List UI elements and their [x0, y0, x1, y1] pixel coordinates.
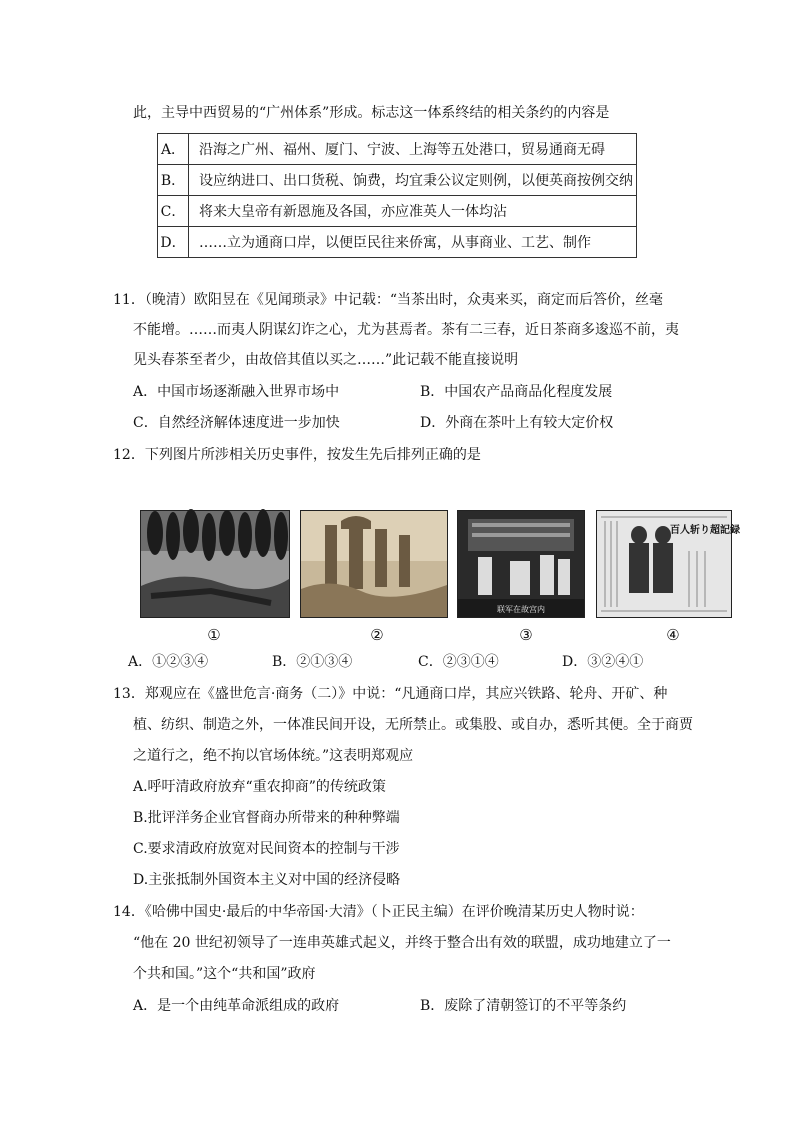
q13-option-b: B.批评洋务企业官督商办所带来的种种弊端	[133, 810, 400, 826]
q13-stem-line-3: 之道行之，绝不拘以官场体统。”这表明郑观应	[133, 748, 414, 764]
q14-stem-line-2: “他在 20 世纪初领导了一连串英雄式起义，并终于整合出有效的联盟，成功地建立了一	[133, 935, 671, 951]
table-row	[158, 196, 637, 227]
q12-option-c: C．②③①④	[418, 654, 499, 670]
q14-option-a: A．是一个由纯革命派组成的政府	[133, 998, 340, 1014]
q12-option-b: B．②①③④	[272, 654, 353, 670]
q10-options-table	[157, 133, 637, 258]
photo-number-1: ①	[207, 626, 221, 644]
q13-option-a: A.呼吁清政府放弃“重农抑商”的传统政策	[133, 779, 386, 795]
q11-option-c: C．自然经济解体速度进一步加快	[133, 415, 340, 431]
q13-stem-line-2: 植、纺织、制造之外，一体准民间开设，无所禁止。或集股、或自办，悉听其便。全于商贾	[133, 717, 693, 733]
option-key: B．	[158, 165, 189, 196]
q11-option-b: B．中国农产品商品化程度发展	[420, 384, 613, 400]
table-row	[158, 134, 637, 165]
q13-option-d: D.主张抵制外国资本主义对中国的经济侵略	[133, 872, 401, 888]
q11-stem-line-1: 11．（晚清）欧阳昱在《见闻琐录》中记载：“当茶出时，众夷来买，商定而后答价，丝毫	[113, 292, 663, 308]
table-row	[158, 165, 637, 196]
q14-stem-line-1: 14．《哈佛中国史·最后的中华帝国·大清》（卜正民主编）在评价晚清某历史人物时说：	[113, 904, 644, 920]
photo3-caption: 联军在故宫内	[497, 605, 545, 614]
photo-number-4: ④	[666, 626, 680, 644]
q13-option-c: C.要求清政府放宽对民间资本的控制与干涉	[133, 841, 400, 857]
option-text: 沿海之广州、福州、厦门、宁波、上海等五处港口，贸易通商无碍	[189, 134, 637, 165]
q13-stem-line-1: 13．郑观应在《盛世危言·商务（二）》中说：“凡通商口岸，其应兴铁路、轮舟、开矿、种	[113, 686, 668, 702]
option-text: ……立为通商口岸，以便臣民往来侨寓，从事商业、工艺、制作	[189, 227, 637, 258]
historical-photo-4	[596, 510, 740, 618]
q11-option-a: A．中国市场逐渐融入世界市场中	[133, 384, 340, 400]
q12-stem: 12．下列图片所涉相关历史事件，按发生先后排列正确的是	[113, 447, 481, 463]
photo-number-2: ②	[370, 626, 384, 644]
q14-option-b: B．废除了清朝签订的不平等条约	[420, 998, 627, 1014]
q11-stem-line-3: 见头春茶至者少，由故倍其值以买之……”此记载不能直接说明	[133, 352, 519, 368]
q11-stem-line-2: 不能增。……而夷人阴谋幻诈之心，尤为甚焉者。茶有二三春，近日茶商多逡巡不前，夷	[133, 322, 679, 338]
q12-option-d: D．③②④①	[562, 654, 644, 670]
option-text: 将来大皇帝有新恩施及各国，亦应准英人一体均沾	[189, 196, 637, 227]
historical-photo-2	[300, 510, 448, 618]
q12-option-a: A．①②③④	[128, 654, 209, 670]
photo4-headline: 百人斩り超記録	[670, 525, 740, 536]
historical-photo-3	[457, 510, 585, 618]
q14-stem-line-3: 个共和国。”这个“共和国”政府	[133, 966, 316, 982]
q11-option-d: D．外商在茶叶上有较大定价权	[420, 415, 614, 431]
photo-number-3: ③	[519, 626, 533, 644]
option-key: C．	[158, 196, 189, 227]
option-key: A．	[158, 134, 189, 165]
q10-stem: 此，主导中西贸易的“广州体系”形成。标志这一体系终结的相关条约的内容是	[133, 105, 610, 121]
option-text: 设应纳进口、出口货税、饷费，均宜秉公议定则例，以便英商按例交纳	[189, 165, 637, 196]
option-key: D．	[158, 227, 189, 258]
table-row	[158, 227, 637, 258]
historical-photo-1	[140, 510, 290, 618]
